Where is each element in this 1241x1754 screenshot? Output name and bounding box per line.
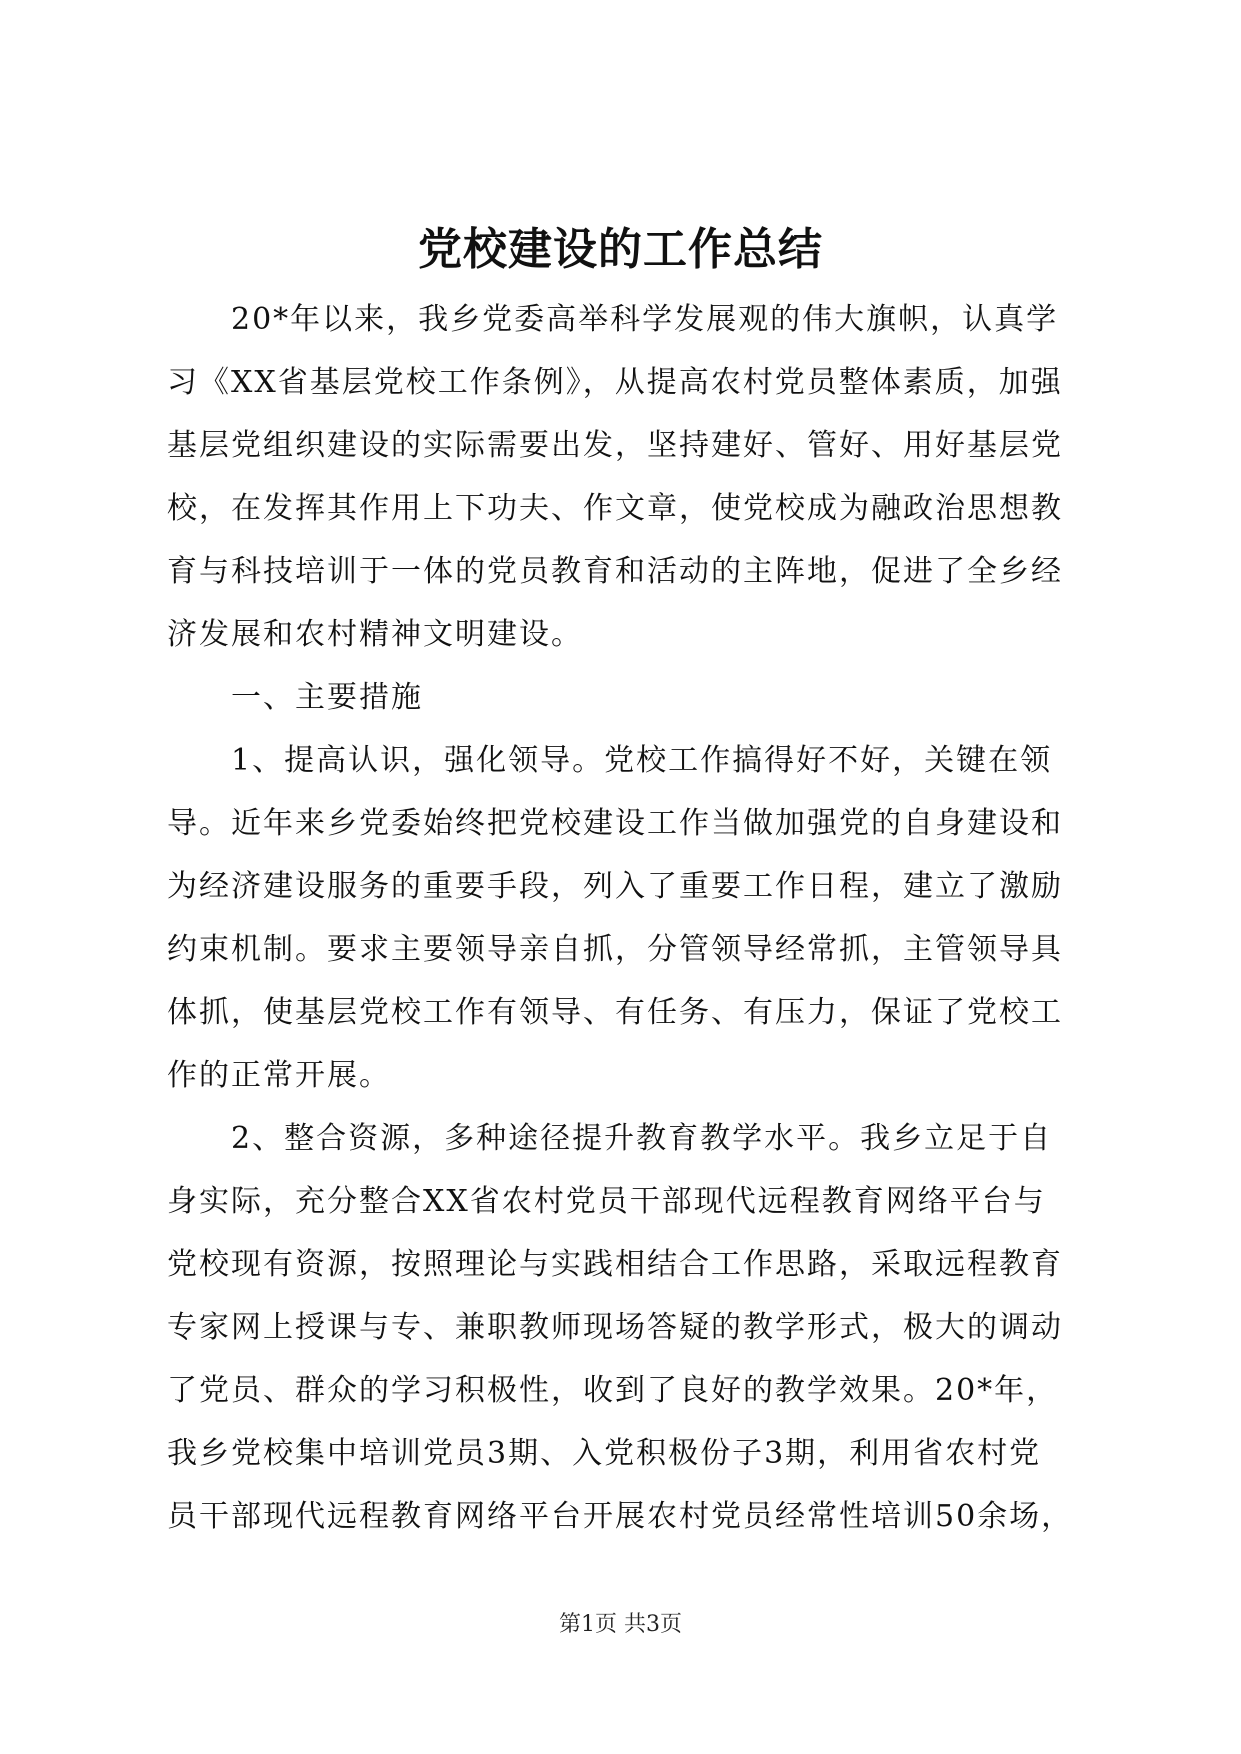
paragraph-line: 党校现有资源，按照理论与实践相结合工作思路，采取远程教育	[167, 1247, 1063, 1282]
paragraph-line: 1、提高认识，强化领导。党校工作搞得好不好，关键在领	[231, 743, 1053, 778]
paragraph-line: 育与科技培训于一体的党员教育和活动的主阵地，促进了全乡经	[167, 554, 1063, 589]
paragraph-line: 体抓，使基层党校工作有领导、有任务、有压力，保证了党校工	[167, 995, 1063, 1030]
paragraph-line: 20*年以来，我乡党委高举科学发展观的伟大旗帜，认真学	[231, 302, 1059, 337]
paragraph-line: 习《XX省基层党校工作条例》，从提高农村党员整体素质，加强	[167, 365, 1063, 400]
document-body	[167, 288, 1087, 1548]
paragraph-line: 身实际，充分整合XX省农村党员干部现代远程教育网络平台与	[167, 1184, 1046, 1219]
paragraph-line: 了党员、群众的学习积极性，收到了良好的教学效果。20*年，	[167, 1373, 1059, 1408]
page-footer: 第1页 共3页	[559, 1612, 682, 1637]
paragraph-line: 校，在发挥其作用上下功夫、作文章，使党校成为融政治思想教	[167, 491, 1063, 526]
paragraph-line: 作的正常开展。	[167, 1058, 391, 1093]
paragraph-line: 我乡党校集中培训党员3期、入党积极份子3期，利用省农村党	[167, 1436, 1042, 1471]
paragraph-line: 基层党组织建设的实际需要出发，坚持建好、管好、用好基层党	[167, 428, 1063, 463]
paragraph-line: 为经济建设服务的重要手段，列入了重要工作日程，建立了激励	[167, 869, 1063, 904]
paragraph-line: 济发展和农村精神文明建设。	[167, 617, 583, 652]
document-title: 党校建设的工作总结	[418, 224, 823, 275]
paragraph-line: 员干部现代远程教育网络平台开展农村党员经常性培训50余场，	[167, 1499, 1074, 1534]
paragraph-line: 约束机制。要求主要领导亲自抓，分管领导经常抓，主管领导具	[167, 932, 1063, 967]
paragraph-line: 专家网上授课与专、兼职教师现场答疑的教学形式，极大的调动	[167, 1310, 1063, 1345]
paragraph-line: 2、整合资源，多种途径提升教育教学水平。我乡立足于自	[231, 1121, 1053, 1156]
paragraph-line: 导。近年来乡党委始终把党校建设工作当做加强党的自身建设和	[167, 806, 1063, 841]
section-heading: 一、主要措施	[231, 680, 423, 715]
